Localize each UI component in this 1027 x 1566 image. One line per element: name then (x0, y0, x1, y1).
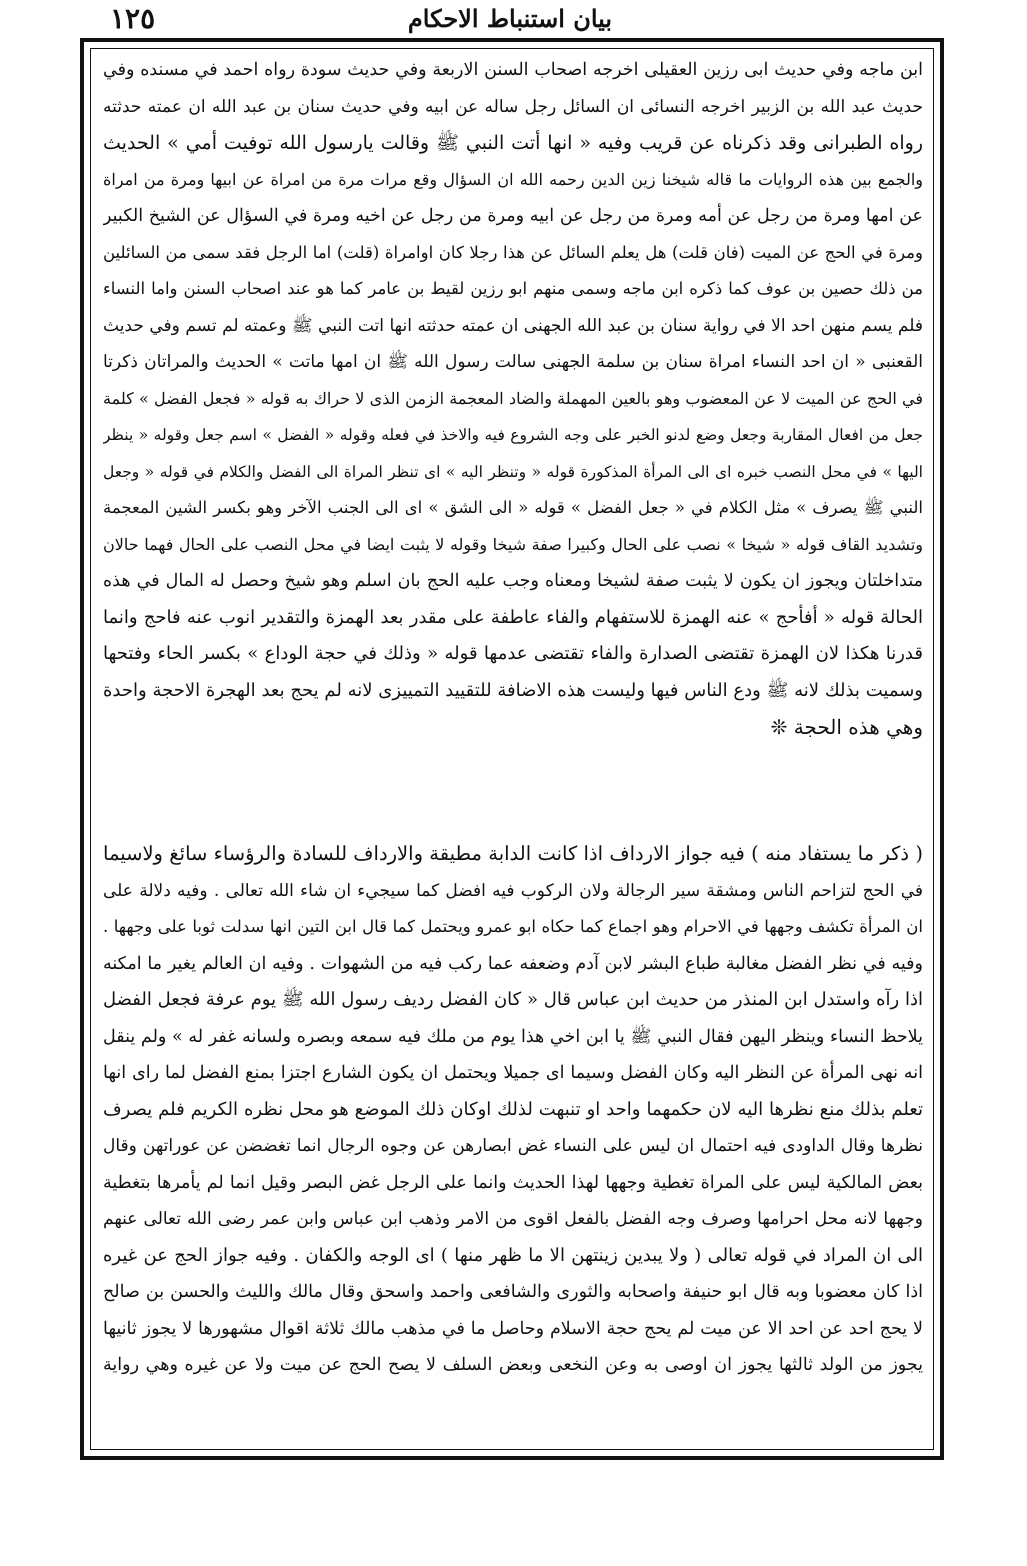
text-line: وجهها لانه محل احرامها وصرف وجه الفضل بالفعل اقوى من الامر وذهب ابن عباس وابن عمر رضى الله تعالى عنهم (103, 1209, 923, 1229)
text-line: متداخلتان ويجوز ان يكون لا يثبت صفة لشيخا ومعناه وجب عليه الحج بان اسلم وهو شيخ وحصل له المال في هذه (103, 571, 923, 591)
text-line: في الحج عن الميت لا عن المعضوب وهو بالعين المهملة والضاد المعجمة الزمن الذى لا حراك به قوله « فجعل الفضل » كلمة (103, 388, 923, 408)
paragraph-benefits (103, 836, 923, 1384)
text-line: انه نهى المرأة عن النظر اليه وكان الفضل وسيما اى جميلا ويحتمل ان يكون الشارع اجتزا بمنع الفضل لما راى انها (103, 1063, 923, 1083)
text-line: في الحج لتزاحم الناس ومشقة سير الرجالة ولان الركوب فيه افضل كما سيجيء ان شاء الله تعالى . وفيه دلالة على (103, 880, 923, 901)
text-line: ومرة في الحج عن الميت (فان قلت) هل يعلم السائل عن هذا رجلا كان اوامراة (قلت) اما الرجل فقد سمى من السائلين (103, 242, 923, 262)
paragraph-main-commentary (103, 52, 923, 746)
text-line: وتشديد القاف قوله « شيخا » نصب على الحال وكبيرا صفة شيخا وقوله لا يثبت ايضا في محل النصب على الحال فهما حالان (103, 534, 923, 554)
text-line: عن امها ومرة من رجل عن أمه ومرة من رجل عن ابيه ومرة من رجل عن اخيه ومرة في السؤال عن الشيخ الكبير (103, 206, 923, 226)
text-line: القعنبى « ان احد النساء امراة سنان بن سلمة الجهنى سالت رسول الله ﷺ ان امها ماتت » الحديث والمراتان ذكرتا (103, 352, 923, 372)
text-line: قدرنا هكذا لان الهمزة تقتضى الصدارة والفاء تقتضى عدمها قوله « وذلك في حجة الوداع » بكسر الحاء وفتحها (103, 643, 923, 664)
text-line: والجمع بين هذه الروايات ما قاله شيخنا زين الدين رحمه الله ان السؤال وقع مرات مرة من امراة عن ابيها ومرة من امراة (103, 169, 923, 189)
text-line: رواه الطبرانى وقد ذكرناه عن قريب وفيه « انها أتت النبي ﷺ وقالت يارسول الله توفيت أمي » الحديث (103, 132, 923, 154)
text-line: اذا رآه واستدل ابن المنذر من حديث ابن عباس قال « كان الفضل رديف رسول الله ﷺ يوم عرفة فجعل الفضل (103, 989, 923, 1010)
text-line: النبي ﷺ يصرف » مثل الكلام في « جعل الفضل » قوله « الى الشق » اى الى الجنب الآخر وهو بكسر الشين المعجمة (103, 498, 923, 517)
text-line: اذا كان معضوبا وبه قال ابو حنيفة واصحابه والثورى والشافعى واحمد واسحق وقال مالك والليث والحسن بن صالح (103, 1282, 923, 1302)
text-line: فلم يسم منهن احد الا في رواية سنان بن عبد الله الجهنى ان عمته حدثته انها اتت النبي ﷺ وعمته لم تسم وفي حديث (103, 315, 923, 336)
text-line: تعلم بذلك منع نظرها اليه لان حكمهما واحد او تنبهت لذلك اوكان ذلك الموضع هو محل نظره الكريم فلم يصرف (103, 1098, 923, 1120)
page-header (0, 0, 1027, 42)
text-line: ان المرأة تكشف وجهها في الاحرام وهو اجماع كما حكاه ابو عمرو ويحتمل كما قال ابن التين انها سدلت ثوبا على وجهها . (103, 917, 923, 936)
text-line: الحالة قوله « أفأحج » عنه الهمزة للاستفهام والفاء عاطفة على مقدر بعد الهمزة والتقدير انوب عنه فاحج وانما (103, 606, 923, 628)
text-line: ( ذكر ما يستفاد منه ) فيه جواز الارداف اذا كانت الدابة مطيقة والارداف للسادة والرؤساء سائغ ولاسيما (103, 842, 923, 865)
text-line: وسميت بذلك لانه ﷺ ودع الناس فيها وليست هذه الاضافة للتقييد التمييزى لانه لم يحج بعد الهجرة الاحجة واحدة (103, 679, 923, 701)
text-line: من ذلك حصين بن عوف كما ذكره ابن ماجه وسمى منهم ابو رزين لقيط بن عامر كما هو عند اصحاب السنن واما النساء (103, 279, 923, 298)
text-line: يلاحظ النساء وينظر اليهن فقال النبي ﷺ يا ابن اخي هذا يوم من ملك فيه سمعه وبصره ولسانه غفر له » ولم ينقل (103, 1026, 923, 1047)
text-line: بعض المالكية ليس على المراة تغطية وجهها لهذا الحديث وانما على الرجل غض البصر وقيل انما لم يأمرها بتغطية (103, 1172, 923, 1193)
text-line: ابن ماجه وفي حديث ابى رزين العقيلى اخرجه اصحاب السنن الاربعة وفي حديث سودة رواه احمد في مسنده وفي (103, 60, 923, 80)
text-line: وفيه في نظر الفضل مغالبة طباع البشر لابن آدم وضعفه عما ركب فيه من الشهوات . وفيه ان العالم يغير ما امكنه (103, 953, 923, 974)
running-title: بيان استنباط الاحكام (407, 4, 613, 33)
text-line: وهي هذه الحجة ❊ (770, 715, 923, 739)
text-line: اليها » في محل النصب خبره اى الى المرأة المذكورة قوله « وتنظر اليه » اى تنظر المراة الى الفضل والكلام في قوله « وجعل (103, 462, 923, 481)
page-number: ١٢٥ (110, 2, 156, 35)
text-line: يجوز من الولد ثالثها يجوز ان اوصى به وعن النخعى وبعض السلف لا يصح الحج عن ميت ولا عن غيره وهي رواية (103, 1355, 923, 1375)
text-line: جعل من افعال المقاربة وجعل وضع لدنو الخبر على وجه الشروع فيه والاخذ في فعله وقوله « الفضل » اسم جعل وقوله « ينظر (103, 426, 923, 444)
text-line: لا يحج احد عن احد الا عن ميت لم يحج حجة الاسلام وحاصل ما في مذهب مالك ثلاثة اقوال مشهورها لا يجوز ثانيها (103, 1318, 923, 1339)
text-line: الى ان المراد في قوله تعالى ( ولا يبدين زينتهن الا ما ظهر منها ) اى الوجه والكفان . وفيه جواز الحج عن غيره (103, 1244, 923, 1266)
text-line: حديث عبد الله بن الزبير اخرجه النسائى ان السائل رجل ساله عن ابيه وفي حديث سنان بن عبد الله ان عمته حدثته (103, 96, 923, 117)
text-line: نظرها وقال الداودى فيه احتمال ان ليس على النساء غض ابصارهن عن وجوه الرجال انما تغضضن عن عوراتهن وقال (103, 1136, 923, 1156)
